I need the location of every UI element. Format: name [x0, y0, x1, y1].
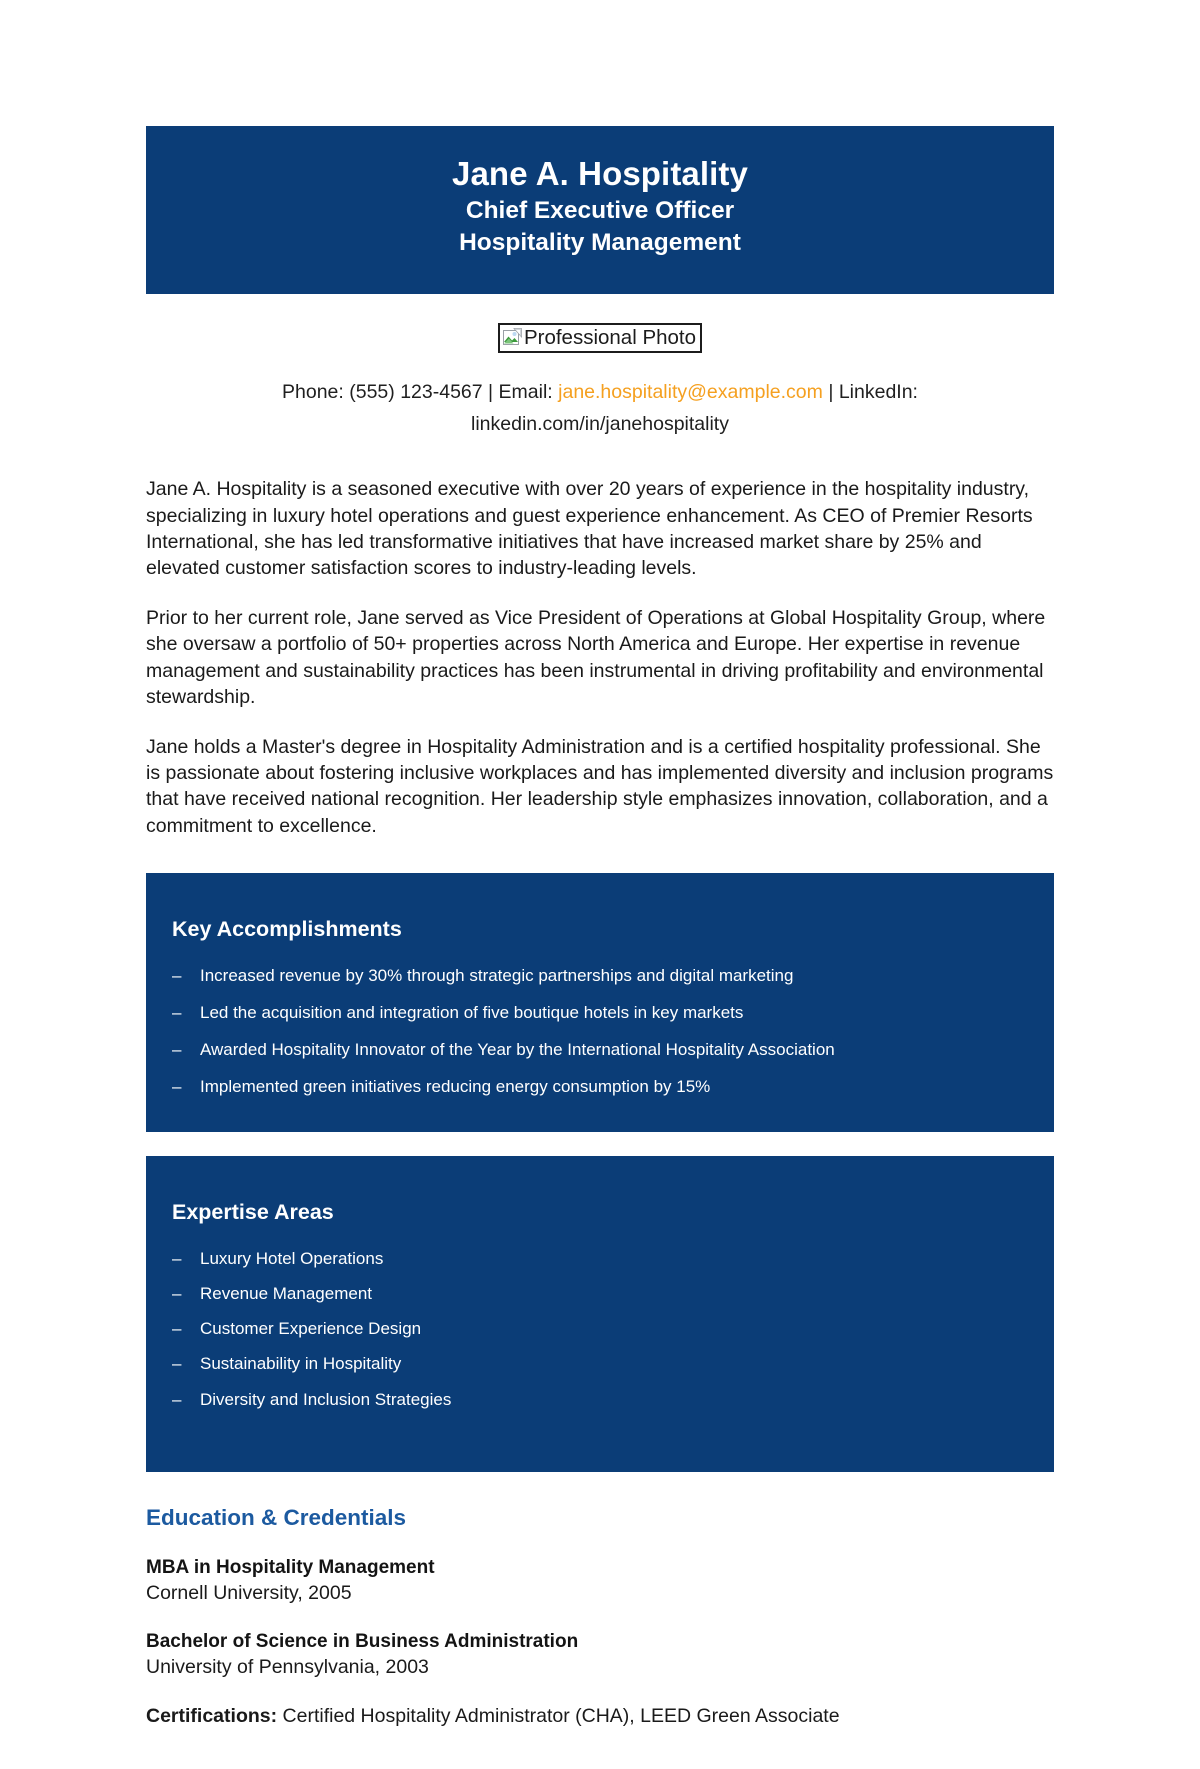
list-item-label: Led the acquisition and integration of five boutique hotels in key markets: [200, 1002, 744, 1022]
list-item: [172, 1353, 1028, 1374]
certifications-value: Certified Hospitality Administrator (CHA), LEED Green Associate: [277, 1704, 840, 1727]
photo-alt-text: Professional Photo: [523, 325, 697, 349]
list-item: [172, 1283, 1028, 1304]
bullet-dash-icon: –: [172, 1319, 182, 1338]
education-school: University of Pennsylvania, 2003: [146, 1656, 429, 1679]
bio-paragraph-1: Jane A. Hospitality is a seasoned executive with over 20 years of experience in the hospitality industry, specializing in luxury hotel operations and guest experience enhancement. As CEO of Premier Resorts International, she has led transformative initiatives that have increased market share by 25% and elevated customer satisfaction scores to industry-leading levels.: [146, 478, 1033, 579]
education-school: Cornell University, 2005: [146, 1582, 352, 1605]
list-item: [172, 965, 1028, 986]
education-degree: Bachelor of Science in Business Administration: [146, 1630, 579, 1652]
bullet-dash-icon: –: [172, 1040, 182, 1060]
bio-paragraph-3: Jane holds a Master's degree in Hospitality Administration and is a certified hospitality professional. She is passionate about fostering inclusive workplaces and has implemented diversity and inclusion programs that have received national recognition. Her leadership style emphasizes innovation, collaboration, and a commitment to excellence.: [146, 736, 1054, 837]
key-accomplishments-panel: [146, 873, 1054, 1132]
list-item-label: Implemented green initiatives reducing energy consumption by 15%: [200, 1077, 711, 1097]
certifications-line: [146, 1703, 1054, 1729]
list-item-label: Luxury Hotel Operations: [200, 1248, 384, 1268]
education-credentials-section: [146, 1504, 1054, 1729]
key-accomplishments-title: Key Accomplishments: [172, 916, 402, 941]
header-role: Chief Executive Officer: [465, 196, 735, 224]
document-content: [146, 126, 1054, 1729]
page-title: Jane A. Hospitality: [452, 155, 748, 192]
bullet-dash-icon: –: [172, 1248, 182, 1268]
bullet-dash-icon: –: [172, 1389, 182, 1409]
bullet-dash-icon: –: [172, 1283, 182, 1303]
education-heading: Education & Credentials: [146, 1504, 407, 1530]
email-label: Email:: [498, 381, 553, 404]
education-degree: MBA in Hospitality Management: [146, 1556, 435, 1578]
expertise-areas-title: Expertise Areas: [172, 1199, 334, 1224]
photo-placeholder-wrap: [146, 323, 1054, 354]
email-link[interactable]: jane.hospitality@example.com: [558, 381, 823, 404]
bullet-dash-icon: –: [172, 1077, 182, 1097]
list-item-label: Increased revenue by 30% through strategic partnerships and digital marketing: [200, 965, 794, 985]
bio-section: [146, 476, 1054, 839]
bio-paragraph-2: Prior to her current role, Jane served as Vice President of Operations at Global Hospitality Group, where she oversaw a portfolio of 50+ properties across North America and Europe. Her expertise in revenue management and sustainability practices has been instrumental in driving profitability and environmental stewardship.: [146, 607, 1046, 708]
linkedin-url: linkedin.com/in/janehospitality: [471, 412, 729, 435]
list-item: [172, 1076, 1028, 1097]
list-item-label: Awarded Hospitality Innovator of the Year by the International Hospitality Association: [200, 1040, 835, 1060]
list-item: [172, 1318, 1028, 1339]
list-item: [172, 1002, 1028, 1023]
linkedin-label: LinkedIn:: [838, 381, 918, 404]
contact-separator-1: |: [488, 381, 494, 404]
contact-line: [146, 377, 1054, 440]
header-banner: [146, 126, 1054, 294]
bullet-dash-icon: –: [172, 965, 182, 985]
contact-separator-2: |: [828, 381, 834, 404]
header-department: Hospitality Management: [459, 229, 741, 257]
phone-value: (555) 123-4567: [349, 381, 483, 404]
bullet-dash-icon: –: [172, 1002, 182, 1022]
list-item: [172, 1389, 1028, 1410]
certifications-label: Certifications:: [146, 1704, 278, 1727]
list-item-label: Customer Experience Design: [200, 1319, 422, 1338]
list-item-label: Diversity and Inclusion Strategies: [200, 1389, 452, 1409]
key-accomplishments-list: [172, 965, 1028, 1098]
education-entry: [146, 1555, 1054, 1607]
broken-image-icon: [503, 328, 522, 347]
expertise-areas-panel: [146, 1156, 1054, 1472]
phone-label: Phone:: [282, 381, 344, 404]
professional-photo-placeholder: [498, 323, 702, 354]
list-item-label: Revenue Management: [200, 1283, 373, 1303]
education-entry: [146, 1629, 1054, 1681]
list-item: [172, 1039, 1028, 1060]
expertise-areas-list: [172, 1248, 1028, 1410]
list-item: [172, 1248, 1028, 1269]
bullet-dash-icon: –: [172, 1354, 182, 1374]
list-item-label: Sustainability in Hospitality: [200, 1354, 402, 1374]
